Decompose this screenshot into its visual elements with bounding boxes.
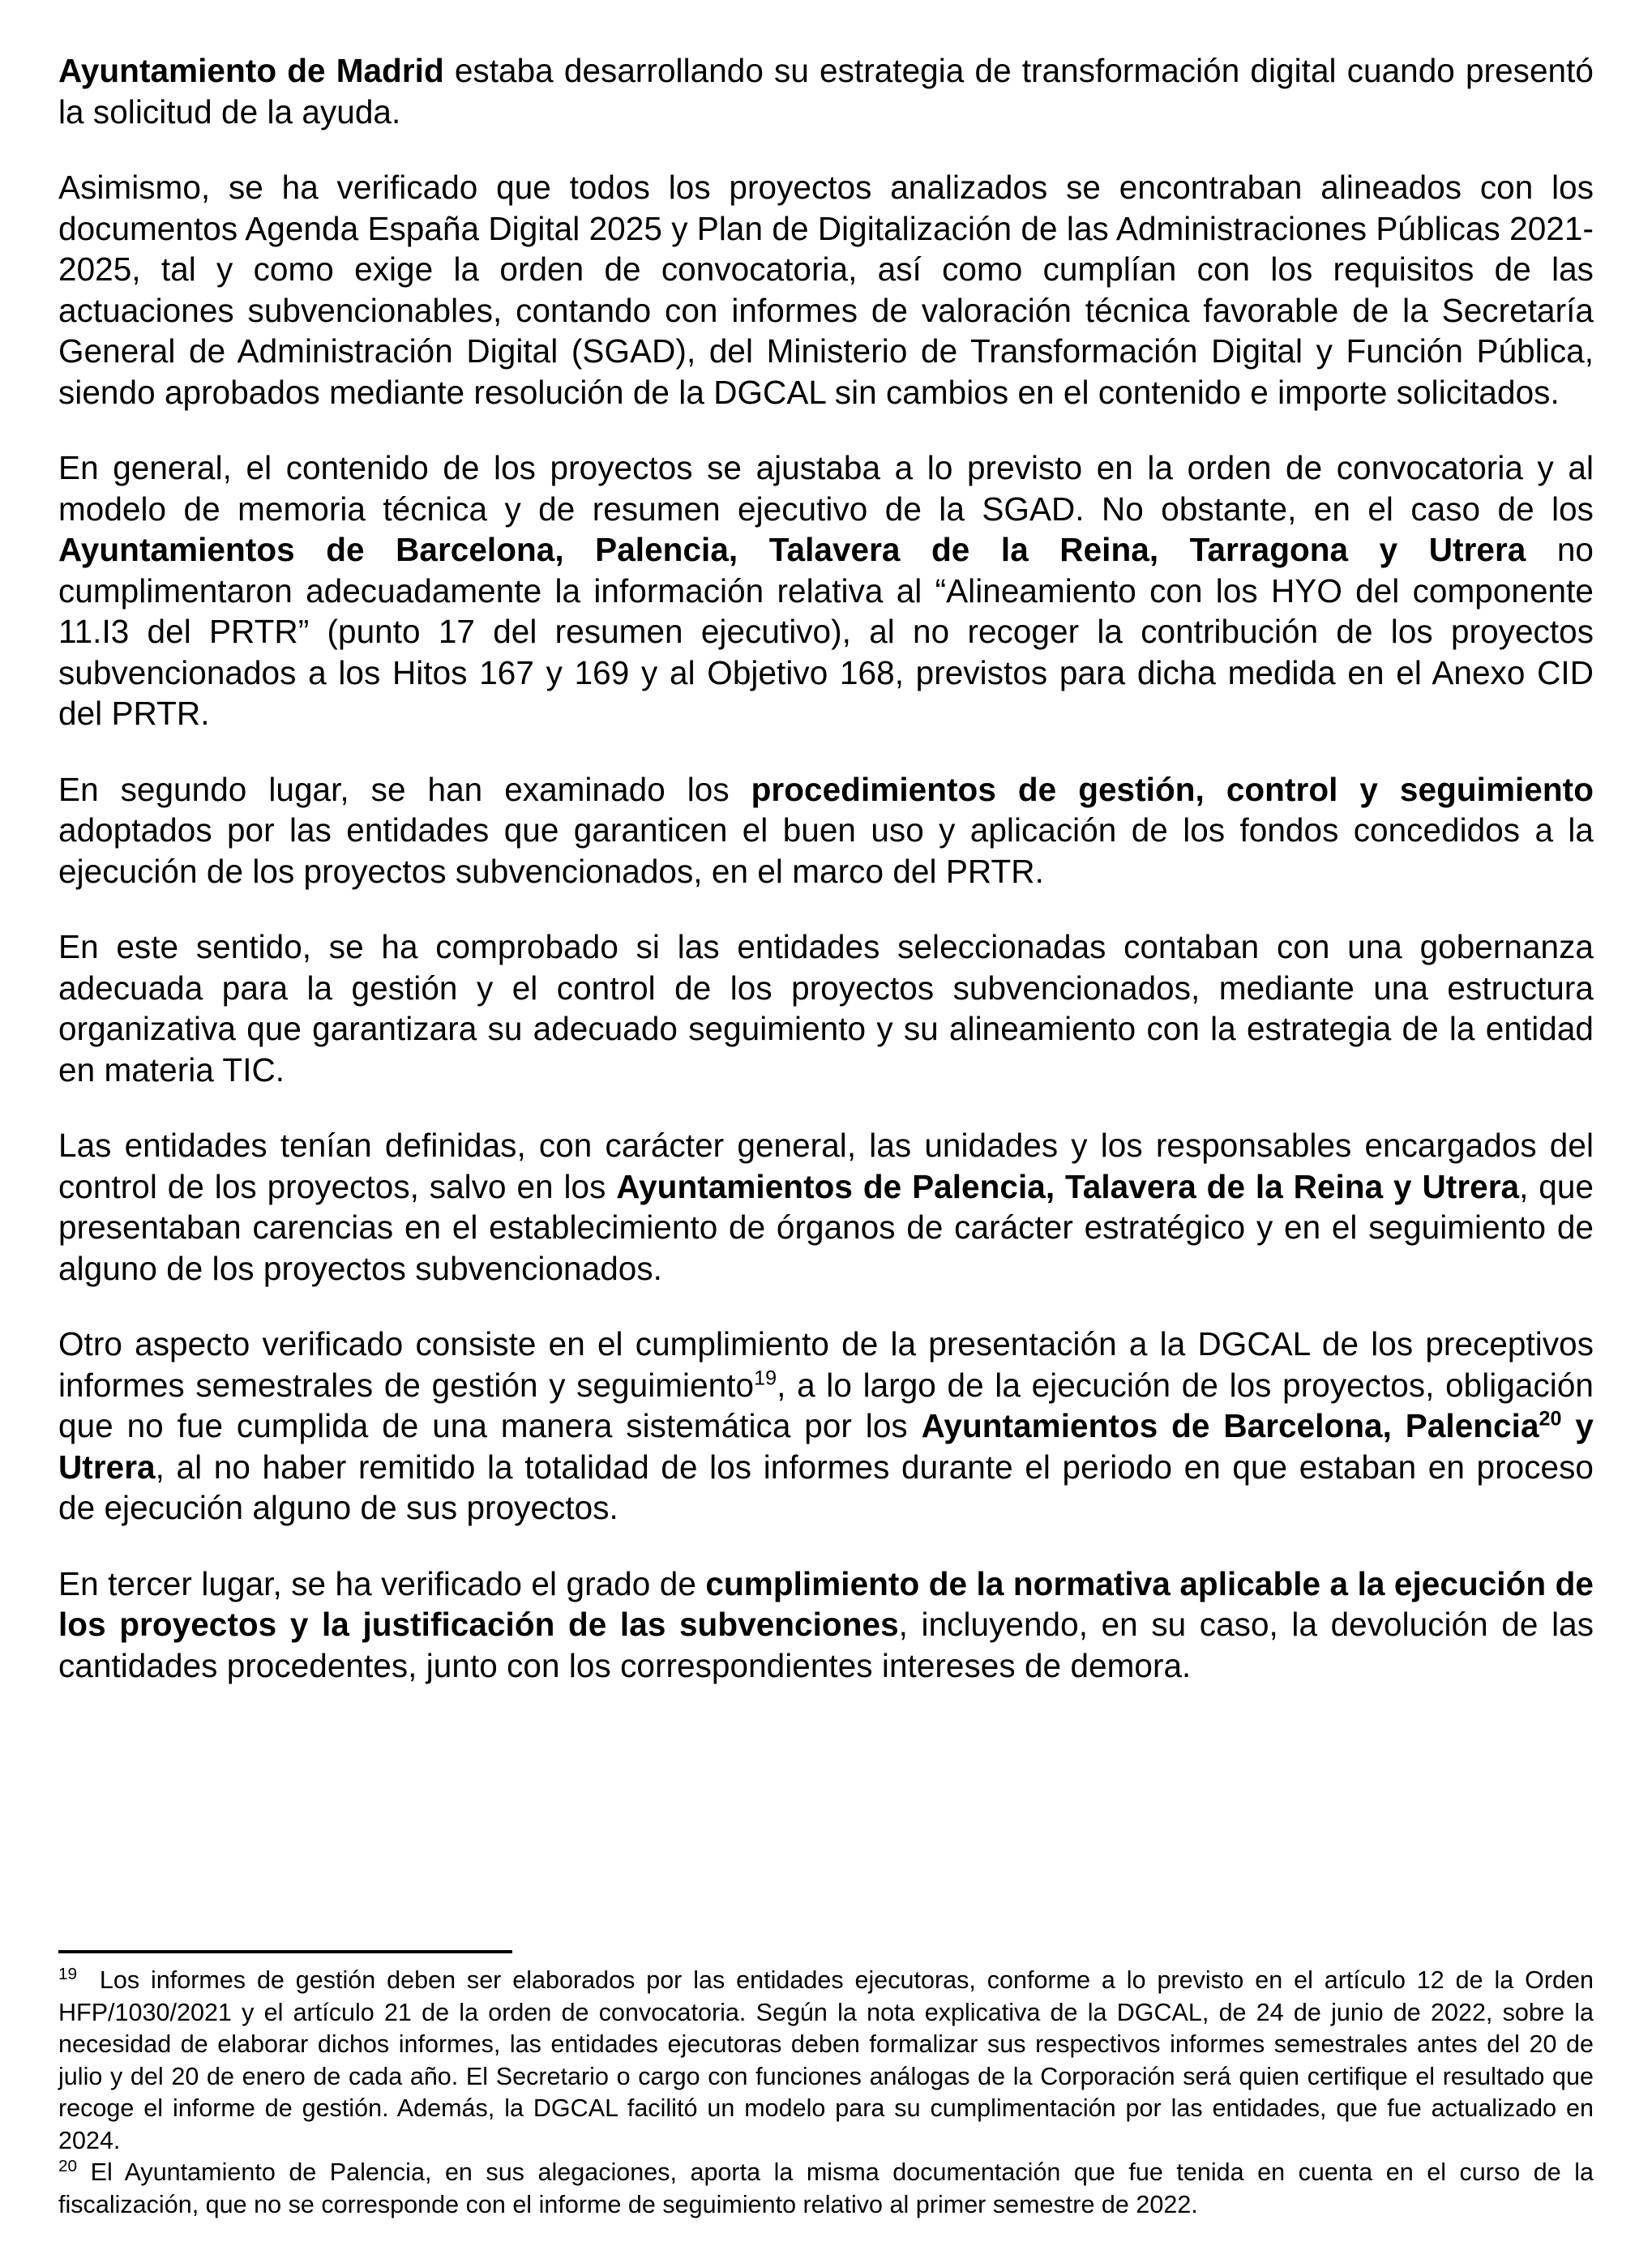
paragraph-1: Ayuntamiento de Madrid estaba desarrollando su estrategia de transformación digital cuando presentó la solicitud de la ayuda. bbox=[58, 52, 1594, 130]
emphasis-text: Ayuntamientos de Palencia, Talavera de la Reina y Utrera bbox=[616, 1167, 1520, 1205]
footnote-marker: 20 bbox=[1539, 1407, 1562, 1431]
emphasis-text: y Utrera bbox=[58, 1407, 1594, 1486]
footnote-number: 19 bbox=[58, 1964, 78, 1983]
paragraph-8: En tercer lugar, se ha verificado el grado de cumplimiento de la normativa aplicable a la ejecución de los proyectos y la justificación de las subvenciones, incluyendo, en su caso, la devolución de las cantidades procedentes, junto con los correspondientes intereses de demora. bbox=[58, 1564, 1594, 1684]
paragraph-5: En este sentido, se ha comprobado si las entidades seleccionadas contaban con una gobernanza adecuada para la gestión y el control de los proyectos subvencionados, mediante una estructura organizativa que garantizara su adecuado seguimiento y su alineamiento con la estrategia de la entidad en materia TIC. bbox=[58, 928, 1594, 1089]
emphasis-text: Ayuntamientos de Barcelona, Palencia, Talavera de la Reina, Tarragona y Utrera bbox=[58, 531, 1526, 568]
emphasis-text: procedimientos de gestión, control y seguimiento bbox=[751, 770, 1594, 808]
paragraph-2: Asimismo, se ha verificado que todos los proyectos analizados se encontraban alineados con los documentos Agenda España Digital 2025 y Plan de Digitalización de las Administraciones Públicas 2021-2025, tal y como exige la orden de convocatoria, así como cumplían con los requisitos de las actuaciones subvencionables, contando con informes de valoración técnica favorable de la Secretaría General de Administración Digital (SGAD), del Ministerio de Transformación Digital y Función Pública, siendo aprobados mediante resolución de la DGCAL sin cambios en el contenido e importe solicitados. bbox=[58, 169, 1594, 411]
paragraph-7: Otro aspecto verificado consiste en el cumplimiento de la presentación a la DGCAL de los preceptivos informes semestrales de gestión y seguimiento$^{19}$, a lo largo de la ejecución de los proyectos, obligación que no fue cumplida de una manera sistemática por los Ayuntamientos de Barcelona, Palencia$^{20}$ y Utrera, al no haber remitido la totalidad de los informes durante el periodo en que estaban en proceso de ejecución alguno de sus proyectos. bbox=[58, 1325, 1594, 1526]
body-text-column bbox=[58, 50, 1594, 1686]
paragraph-3: En general, el contenido de los proyectos se ajustaba a lo previsto en la orden de convocatoria y al modelo de memoria técnica y de resumen ejecutivo de la SGAD. No obstante, en el caso de los Ayuntamientos de Barcelona, Palencia, Talavera de la Reina, Tarragona y Utrera no cumplimentaron adecuadamente la información relativa al “Alineamiento con los HYO del componente 11.I3 del PRTR” (punto 17 del resumen ejecutivo), al no recoger la contribución de los proyectos subvencionados a los Hitos 167 y 169 y al Objetivo 168, previstos para dicha medida en el Anexo CID del PRTR. bbox=[58, 449, 1594, 732]
paragraph-4: En segundo lugar, se han examinado los procedimientos de gestión, control y seguimiento adoptados por las entidades que garanticen el buen uso y aplicación de los fondos concedidos a la ejecución de los proyectos subvencionados, en el marco del PRTR. bbox=[58, 770, 1594, 890]
emphasis-text: Ayuntamiento de Madrid bbox=[58, 52, 444, 89]
footnote-block bbox=[58, 1950, 1594, 2221]
emphasis-text: cumplimiento de la normativa aplicable a la ejecución de los proyectos y la justificación de las subvenciones bbox=[58, 1564, 1594, 1643]
emphasis-text bbox=[1539, 1407, 1562, 1444]
footnote-number: 20 bbox=[58, 2156, 78, 2175]
emphasis-text: Ayuntamientos de Barcelona, Palencia bbox=[921, 1407, 1539, 1444]
paragraph-6: Las entidades tenían definidas, con carácter general, las unidades y los responsables encargados del control de los proyectos, salvo en los Ayuntamientos de Palencia, Talavera de la Reina y Utrera, que presentaban carencias en el establecimiento de órganos de carácter estratégico y en el seguimiento de alguno de los proyectos subvencionados. bbox=[58, 1127, 1594, 1287]
footnote-20: $^{20}$ El Ayuntamiento de Palencia, en sus alegaciones, aporta la misma documentación que fue tenida en cuenta en el curso de la fiscalización, que no se corresponde con el informe de seguimiento relativo al primer semestre de 2022. bbox=[58, 2156, 1594, 2218]
footnote-separator-rule bbox=[58, 1950, 512, 1953]
footnote-19: $^{19}$ Los informes de gestión deben ser elaborados por las entidades ejecutoras, conforme a lo previsto en el artículo 12 de la Orden HFP/1030/2021 y el artículo 21 de la orden de convocatoria. Según la nota explicativa de la DGCAL, de 24 de junio de 2022, sobre la necesidad de elaborar dichos informes, las entidades ejecutoras deben formalizar sus respectivos informes semestrales antes del 20 de julio y del 20 de enero de cada año. El Secretario o cargo con funciones análogas de la Corporación será quien certifique el resultado que recoge el informe de gestión. Además, la DGCAL facilitó un modelo para su cumplimentación por las entidades, que fue actualizado en 2024. bbox=[58, 1964, 1594, 2154]
footnote-marker: 19 bbox=[754, 1367, 777, 1389]
